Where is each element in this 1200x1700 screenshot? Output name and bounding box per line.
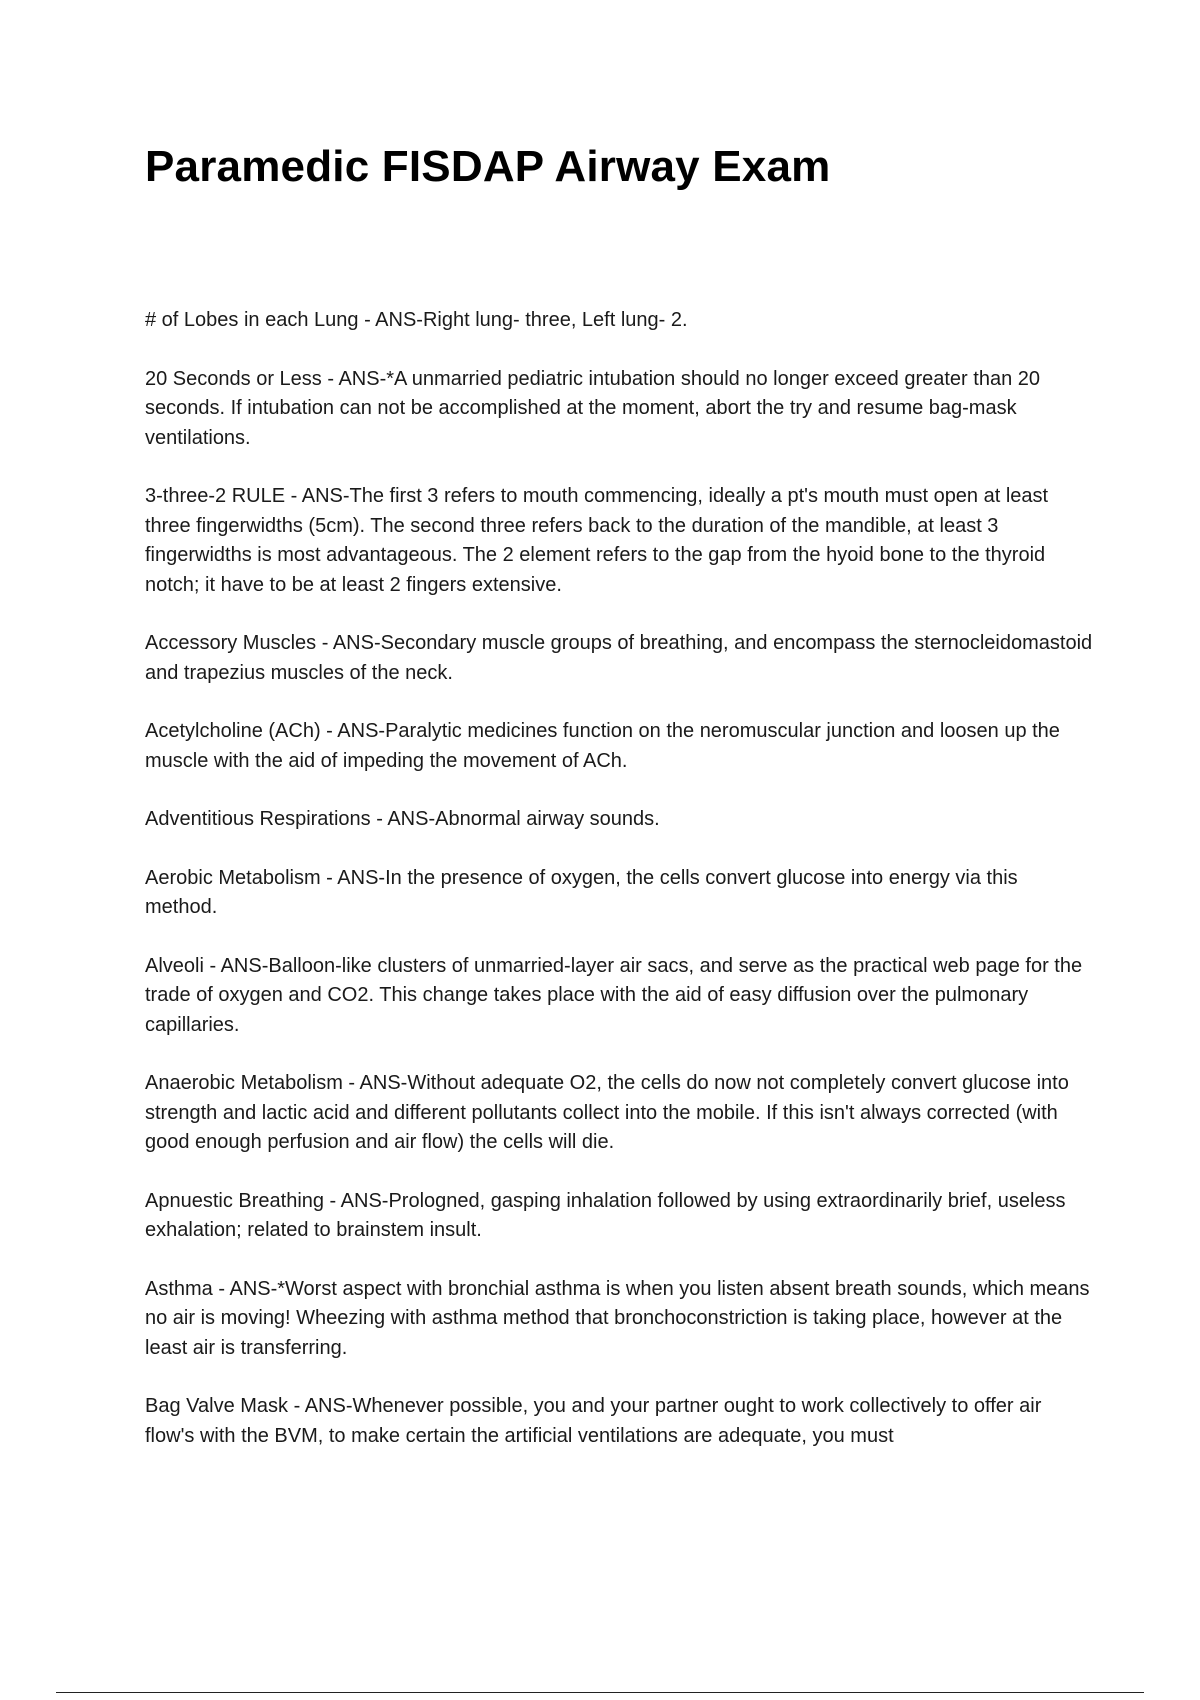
entry-accessory-muscles: Accessory Muscles - ANS-Secondary muscle groups of breathing, and encompass the sternocleidomastoid and trapezius muscles of the neck. — [145, 632, 1093, 684]
entry-anaerobic-metabolism: Anaerobic Metabolism - ANS-Without adequate O2, the cells do now not completely convert glucose into strength and lactic acid and different pollutants collect into the mobile. If this isn't always corrected (with good enough perfusion and air flow) the cells will die. — [145, 1072, 1069, 1153]
entry-aerobic-metabolism: Aerobic Metabolism - ANS-In the presence of oxygen, the cells convert glucose into energy via this method. — [145, 866, 1018, 918]
entry-adventitious-respirations: Adventitious Respirations - ANS-Abnormal airway sounds. — [145, 808, 660, 830]
document-title: Paramedic FISDAP Airway Exam — [145, 142, 831, 191]
entry-3-3-2-rule: 3-three-2 RULE - ANS-The first 3 refers to mouth commencing, ideally a pt's mouth must open at least three fingerwidths (5cm). The second three refers back to the duration of the mandible, at least 3 fingerwidths is most advantageous. The 2 element refers to the gap from the hyoid bone to the thyroid notch; it have to be at least 2 fingers extensive. — [145, 485, 1049, 596]
entry-20-seconds-or-less: 20 Seconds or Less - ANS-*A unmarried pediatric intubation should no longer exceed greater than 20 seconds. If intubation can not be accomplished at the moment, abort the try and resume bag-mask ventilations. — [145, 367, 1040, 449]
entry-asthma: Asthma - ANS-*Worst aspect with bronchial asthma is when you listen absent breath sounds, which means no air is moving! Wheezing with asthma method that bronchoconstriction is taking place, however at the least air is transferring. — [145, 1277, 1090, 1359]
entry-bag-valve-mask: Bag Valve Mask - ANS-Whenever possible, you and your partner ought to work collectively to offer air flow's with the BVM, to make certain the artificial ventilations are adequate, you must — [145, 1395, 1042, 1447]
entry-apnuestic-breathing: Apnuestic Breathing - ANS-Prologned, gasping inhalation followed by using extraordinarily brief, useless exhalation; related to brainstem insult. — [145, 1189, 1066, 1241]
page-bottom-rule — [56, 1692, 1144, 1693]
entry-acetylcholine: Acetylcholine (ACh) - ANS-Paralytic medicines function on the neromuscular junction and loosen up the muscle with the aid of impeding the movement of ACh. — [145, 720, 1060, 772]
entry-list — [145, 306, 1095, 1480]
entry-alveoli: Alveoli - ANS-Balloon-like clusters of unmarried-layer air sacs, and serve as the practical web page for the trade of oxygen and CO2. This change takes place with the aid of easy diffusion over the pulmonary capillaries. — [145, 954, 1083, 1036]
entry-lobes-in-lung: # of Lobes in each Lung - ANS-Right lung- three, Left lung- 2. — [145, 309, 688, 331]
